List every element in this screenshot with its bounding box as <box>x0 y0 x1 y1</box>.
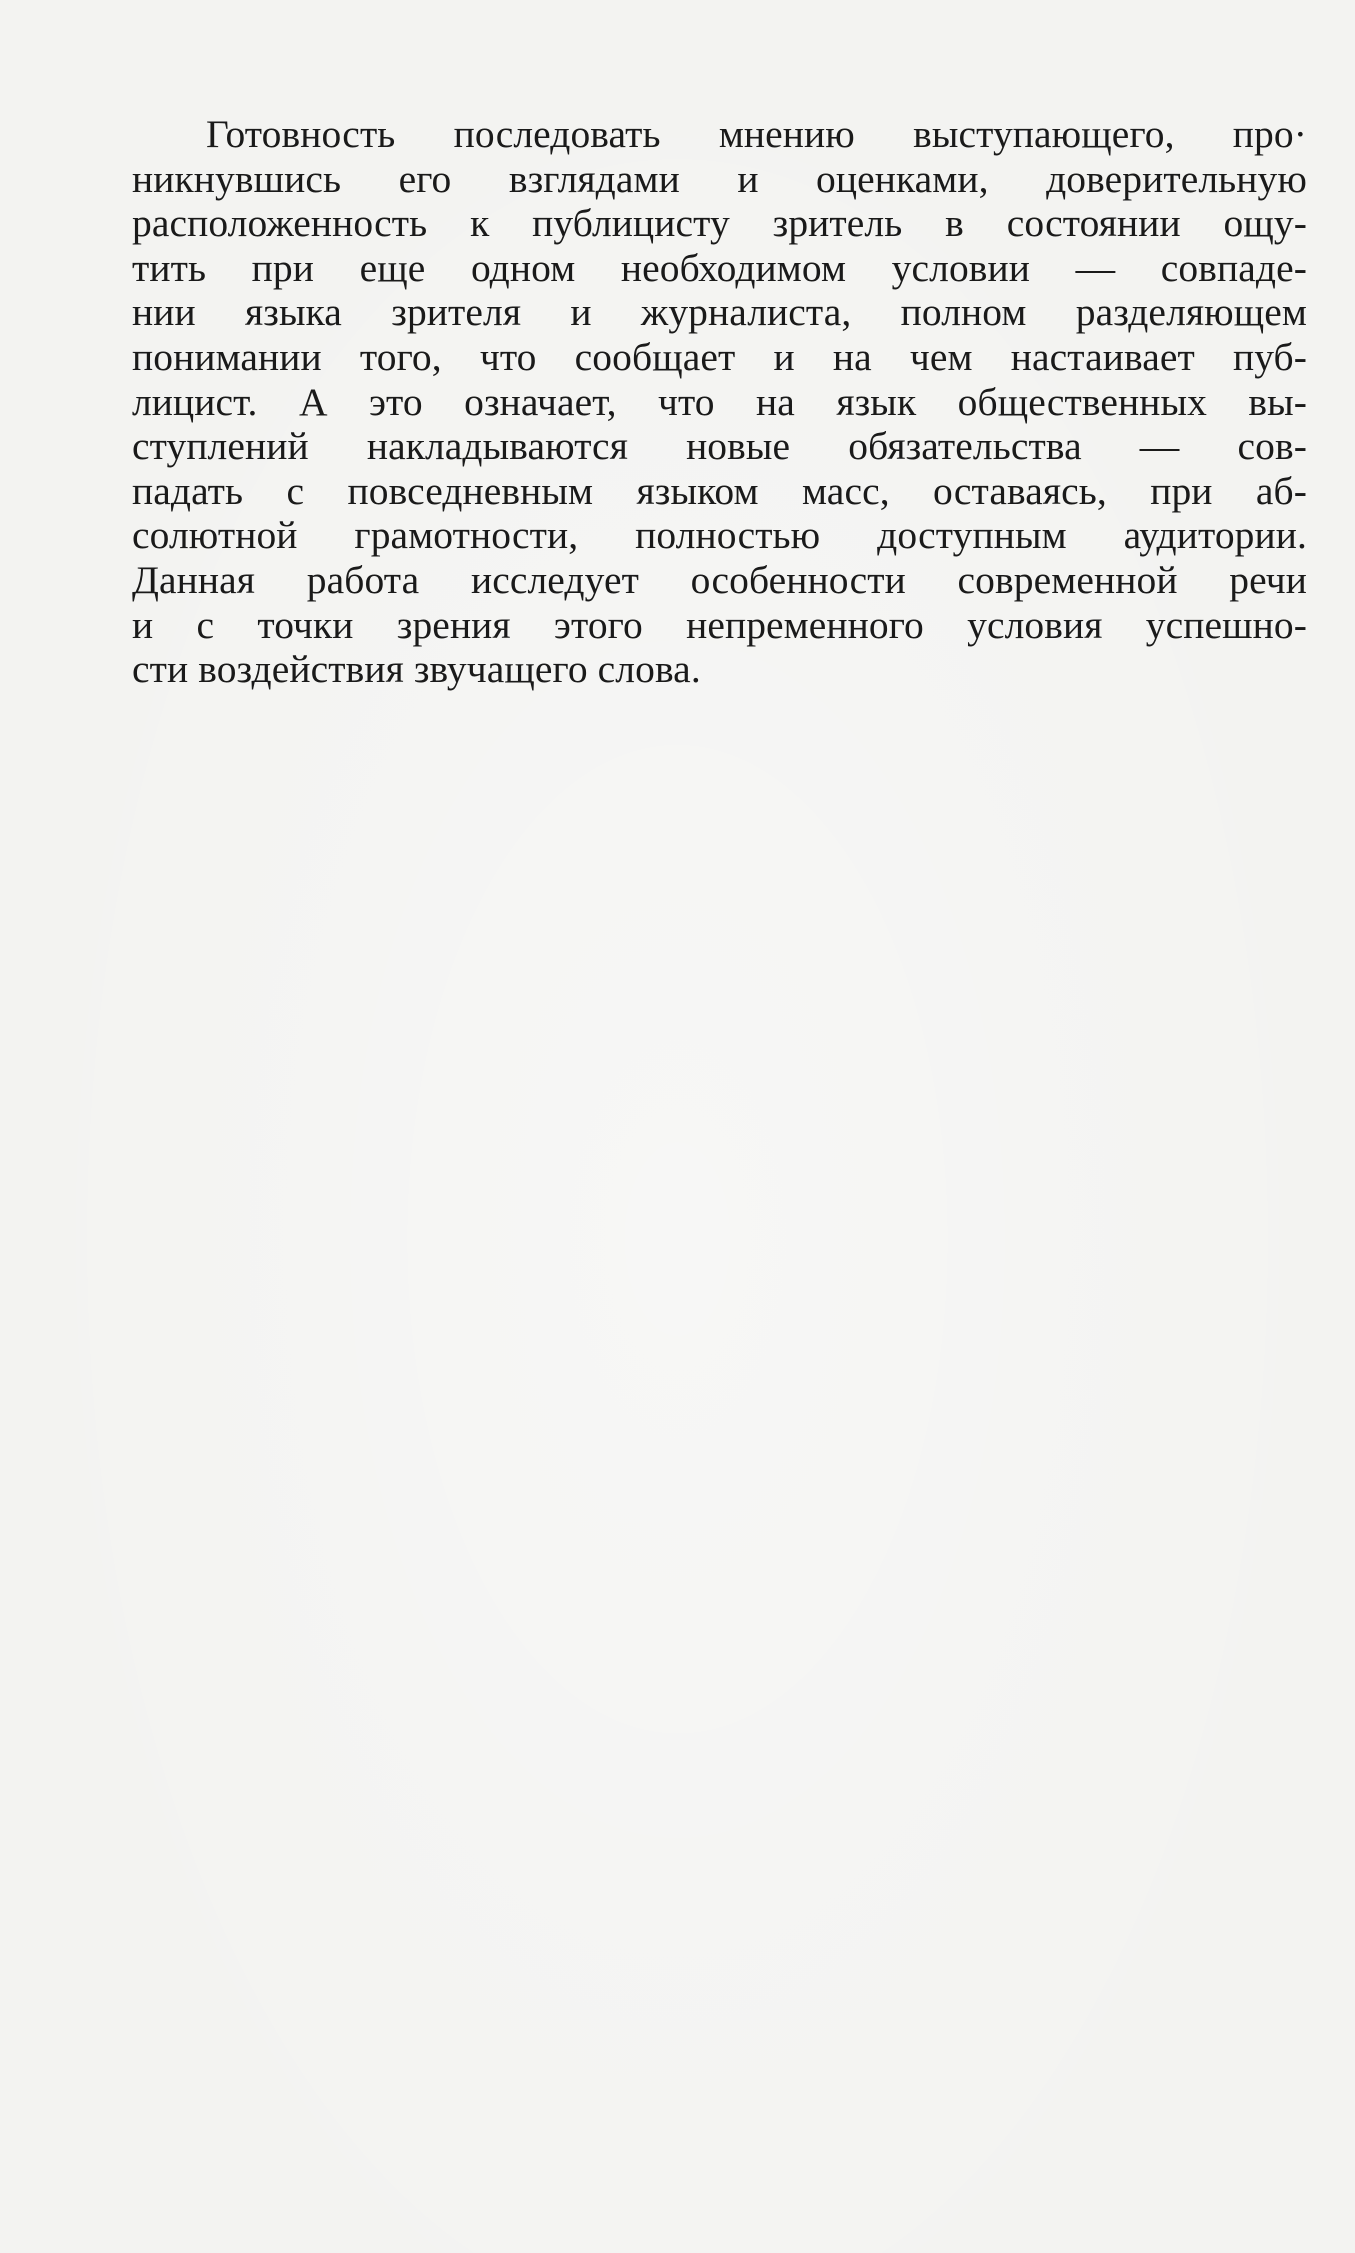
paragraph-line: и с точки зрения этого непременного условия успешно- <box>132 602 1307 647</box>
paragraph-line: тить при еще одном необходимом условии — совпаде- <box>132 245 1307 290</box>
paragraph-line: сти воздействия звучащего слова. <box>132 647 701 692</box>
paragraph-line: лицист. А это означает, что на язык общественных вы- <box>132 379 1307 424</box>
paragraph-line: Готовность последовать мнению выступающего, про· <box>206 112 1307 156</box>
paragraph-line: понимании того, что сообщает и на чем настаивает пуб- <box>132 334 1307 379</box>
paragraph-line: расположенность к публицисту зритель в состоянии ощу- <box>132 201 1307 246</box>
body-paragraph <box>132 112 1307 692</box>
paragraph-line: нии языка зрителя и журналиста, полном разделяющем <box>132 290 1307 335</box>
paragraph-line: Данная работа исследует особенности современной речи <box>132 557 1307 602</box>
paragraph-line: падать с повседневным языком масс, оставаясь, при аб- <box>132 468 1307 513</box>
paragraph-line: солютной грамотности, полностью доступным аудитории. <box>132 513 1307 558</box>
paragraph-line: ступлений накладываются новые обязательства — сов- <box>132 424 1307 469</box>
paragraph-line: никнувшись его взглядами и оценками, доверительную <box>132 156 1307 201</box>
